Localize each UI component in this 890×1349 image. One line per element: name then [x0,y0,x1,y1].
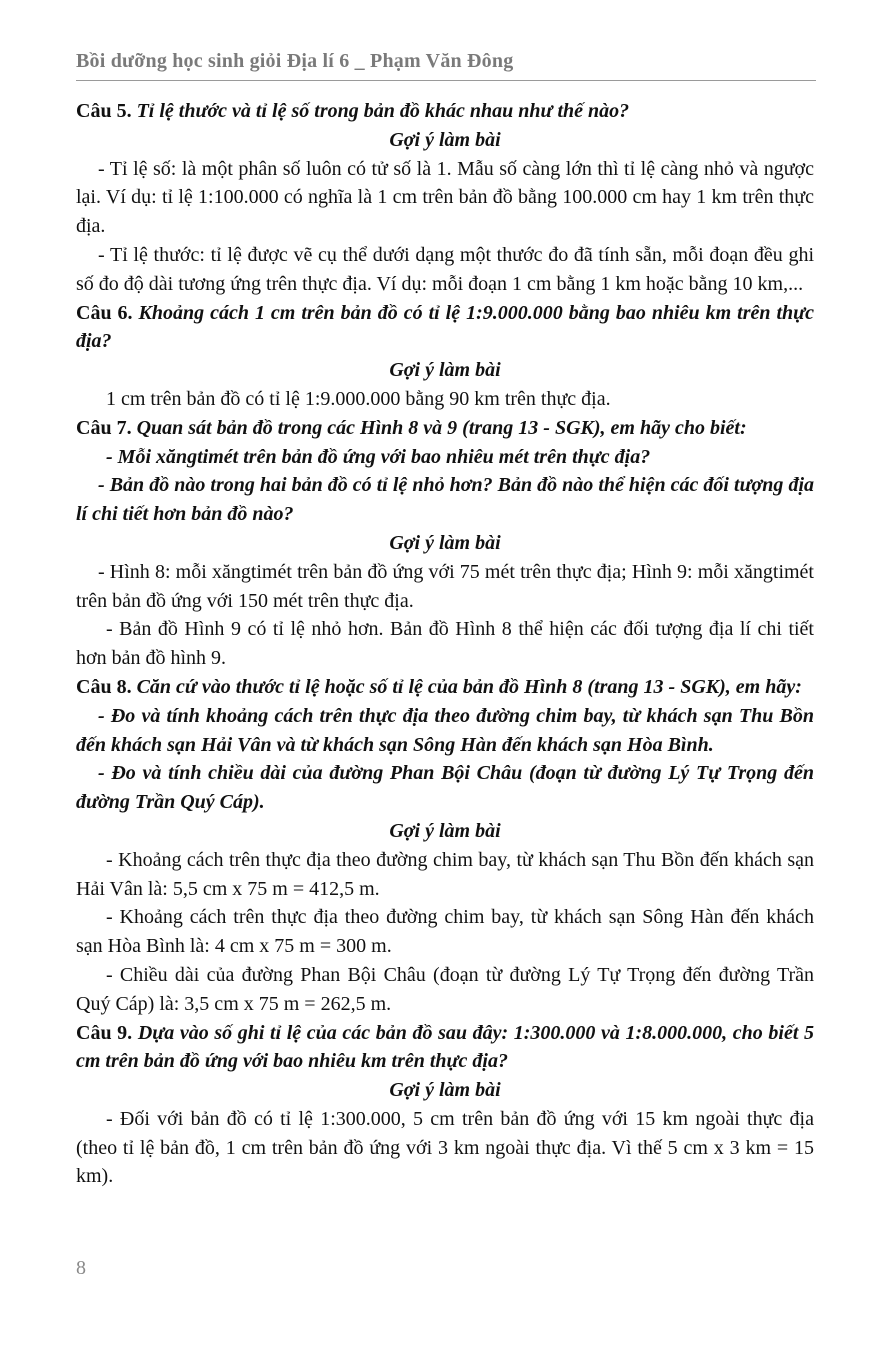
question-text: Căn cứ vào thước tỉ lệ hoặc số tỉ lệ của bản đồ Hình 8 (trang 13 - SGK), em hãy: [136,675,802,698]
question-label: Câu 7. [76,416,132,439]
question-label: Câu 5. [76,100,132,122]
hint-heading: Gợi ý làm bài [389,359,501,382]
question-label: Câu 8. [76,675,132,698]
hint-heading: Gợi ý làm bài [389,128,501,151]
answer-paragraph: - Đối với bản đồ có tỉ lệ 1:300.000, 5 cm trên bản đồ ứng với 15 km ngoài thực địa (theo tỉ lệ bản đồ, 1 cm trên bản đồ ứng với 3 km ngoài thực địa. Vì thế 5 cm x 3 km = 15 km). [76,1107,814,1188]
question-text: Quan sát bản đồ trong các Hình 8 và 9 (trang 13 - SGK), em hãy cho biết: [136,416,747,439]
question-text: Tỉ lệ thước và tỉ lệ số trong bản đồ khác nhau như thế nào? [136,100,630,122]
answer-paragraph: 1 cm trên bản đồ có tỉ lệ 1:9.000.000 bằng 90 km trên thực địa. [106,387,611,410]
question-5 [76,97,814,126]
question-label: Câu 9. [76,1021,133,1044]
answer-paragraph: - Bản đồ Hình 9 có tỉ lệ nhỏ hơn. Bản đồ Hình 8 thể hiện các đối tượng địa lí chi tiết hơn bản đồ hình 9. [76,618,814,670]
question-text: Khoảng cách 1 cm trên bản đồ có tỉ lệ 1:9.000.000 bằng bao nhiêu km trên thực địa? [76,301,814,353]
answer-paragraph: - Tỉ lệ thước: tỉ lệ được vẽ cụ thể dưới dạng một thước đo đã tính sẵn, mỗi đoạn đều ghi số đo độ dài tương ứng trên thực địa. Ví dụ: mỗi đoạn 1 cm bằng 1 km hoặc bằng 10 km,... [76,243,814,295]
page-number: 8 [76,1257,86,1279]
question-8 [76,673,814,702]
question-sub-item: - Mỗi xăngtimét trên bản đồ ứng với bao nhiêu mét trên thực địa? [106,445,651,468]
header-divider [76,80,816,81]
question-sub-item: - Đo và tính chiều dài của đường Phan Bội Châu (đoạn từ đường Lý Tự Trọng đến đường Trần Quý Cáp). [76,762,814,814]
hint-heading: Gợi ý làm bài [389,531,501,554]
answer-paragraph: - Chiều dài của đường Phan Bội Châu (đoạn từ đường Lý Tự Trọng đến đường Trần Quý Cáp) là: 3,5 cm x 75 m = 262,5 m. [76,963,814,1015]
hint-heading: Gợi ý làm bài [389,819,501,842]
question-6 [76,299,814,357]
question-9 [76,1019,814,1077]
question-text: Dựa vào số ghi tỉ lệ của các bản đồ sau đây: 1:300.000 và 1:8.000.000, cho biết 5 cm trên bản đồ ứng với bao nhiêu km trên thực địa? [76,1021,815,1073]
document-body [76,97,814,1191]
question-sub-item: - Bản đồ nào trong hai bản đồ có tỉ lệ nhỏ hơn? Bản đồ nào thể hiện các đối tượng địa lí chi tiết hơn bản đồ nào? [76,474,814,526]
question-7 [76,414,814,443]
answer-paragraph: - Tỉ lệ số: là một phân số luôn có tử số là 1. Mẫu số càng lớn thì tỉ lệ càng nhỏ và ngược lại. Ví dụ: tỉ lệ 1:100.000 có nghĩa là 1 cm trên bản đồ bằng 100.000 cm hay 1 km trên thực địa. [76,157,814,238]
answer-paragraph: - Hình 8: mỗi xăngtimét trên bản đồ ứng với 75 mét trên thực địa; Hình 9: mỗi xăngtimét trên bản đồ ứng với 150 mét trên thực địa. [76,560,814,612]
answer-paragraph: - Khoảng cách trên thực địa theo đường chim bay, từ khách sạn Sông Hàn đến khách sạn Hòa Bình là: 4 cm x 75 m = 300 m. [76,906,814,958]
question-sub-item: - Đo và tính khoảng cách trên thực địa theo đường chim bay, từ khách sạn Thu Bồn đến khách sạn Hải Vân và từ khách sạn Sông Hàn đến khách sạn Hòa Bình. [76,704,814,756]
page-header: Bồi dưỡng học sinh giỏi Địa lí 6 _ Phạm Văn Đông [76,50,514,72]
hint-heading: Gợi ý làm bài [389,1079,501,1102]
question-label: Câu 6. [76,301,133,324]
answer-paragraph: - Khoảng cách trên thực địa theo đường chim bay, từ khách sạn Thu Bồn đến khách sạn Hải Vân là: 5,5 cm x 75 m = 412,5 m. [76,848,814,900]
